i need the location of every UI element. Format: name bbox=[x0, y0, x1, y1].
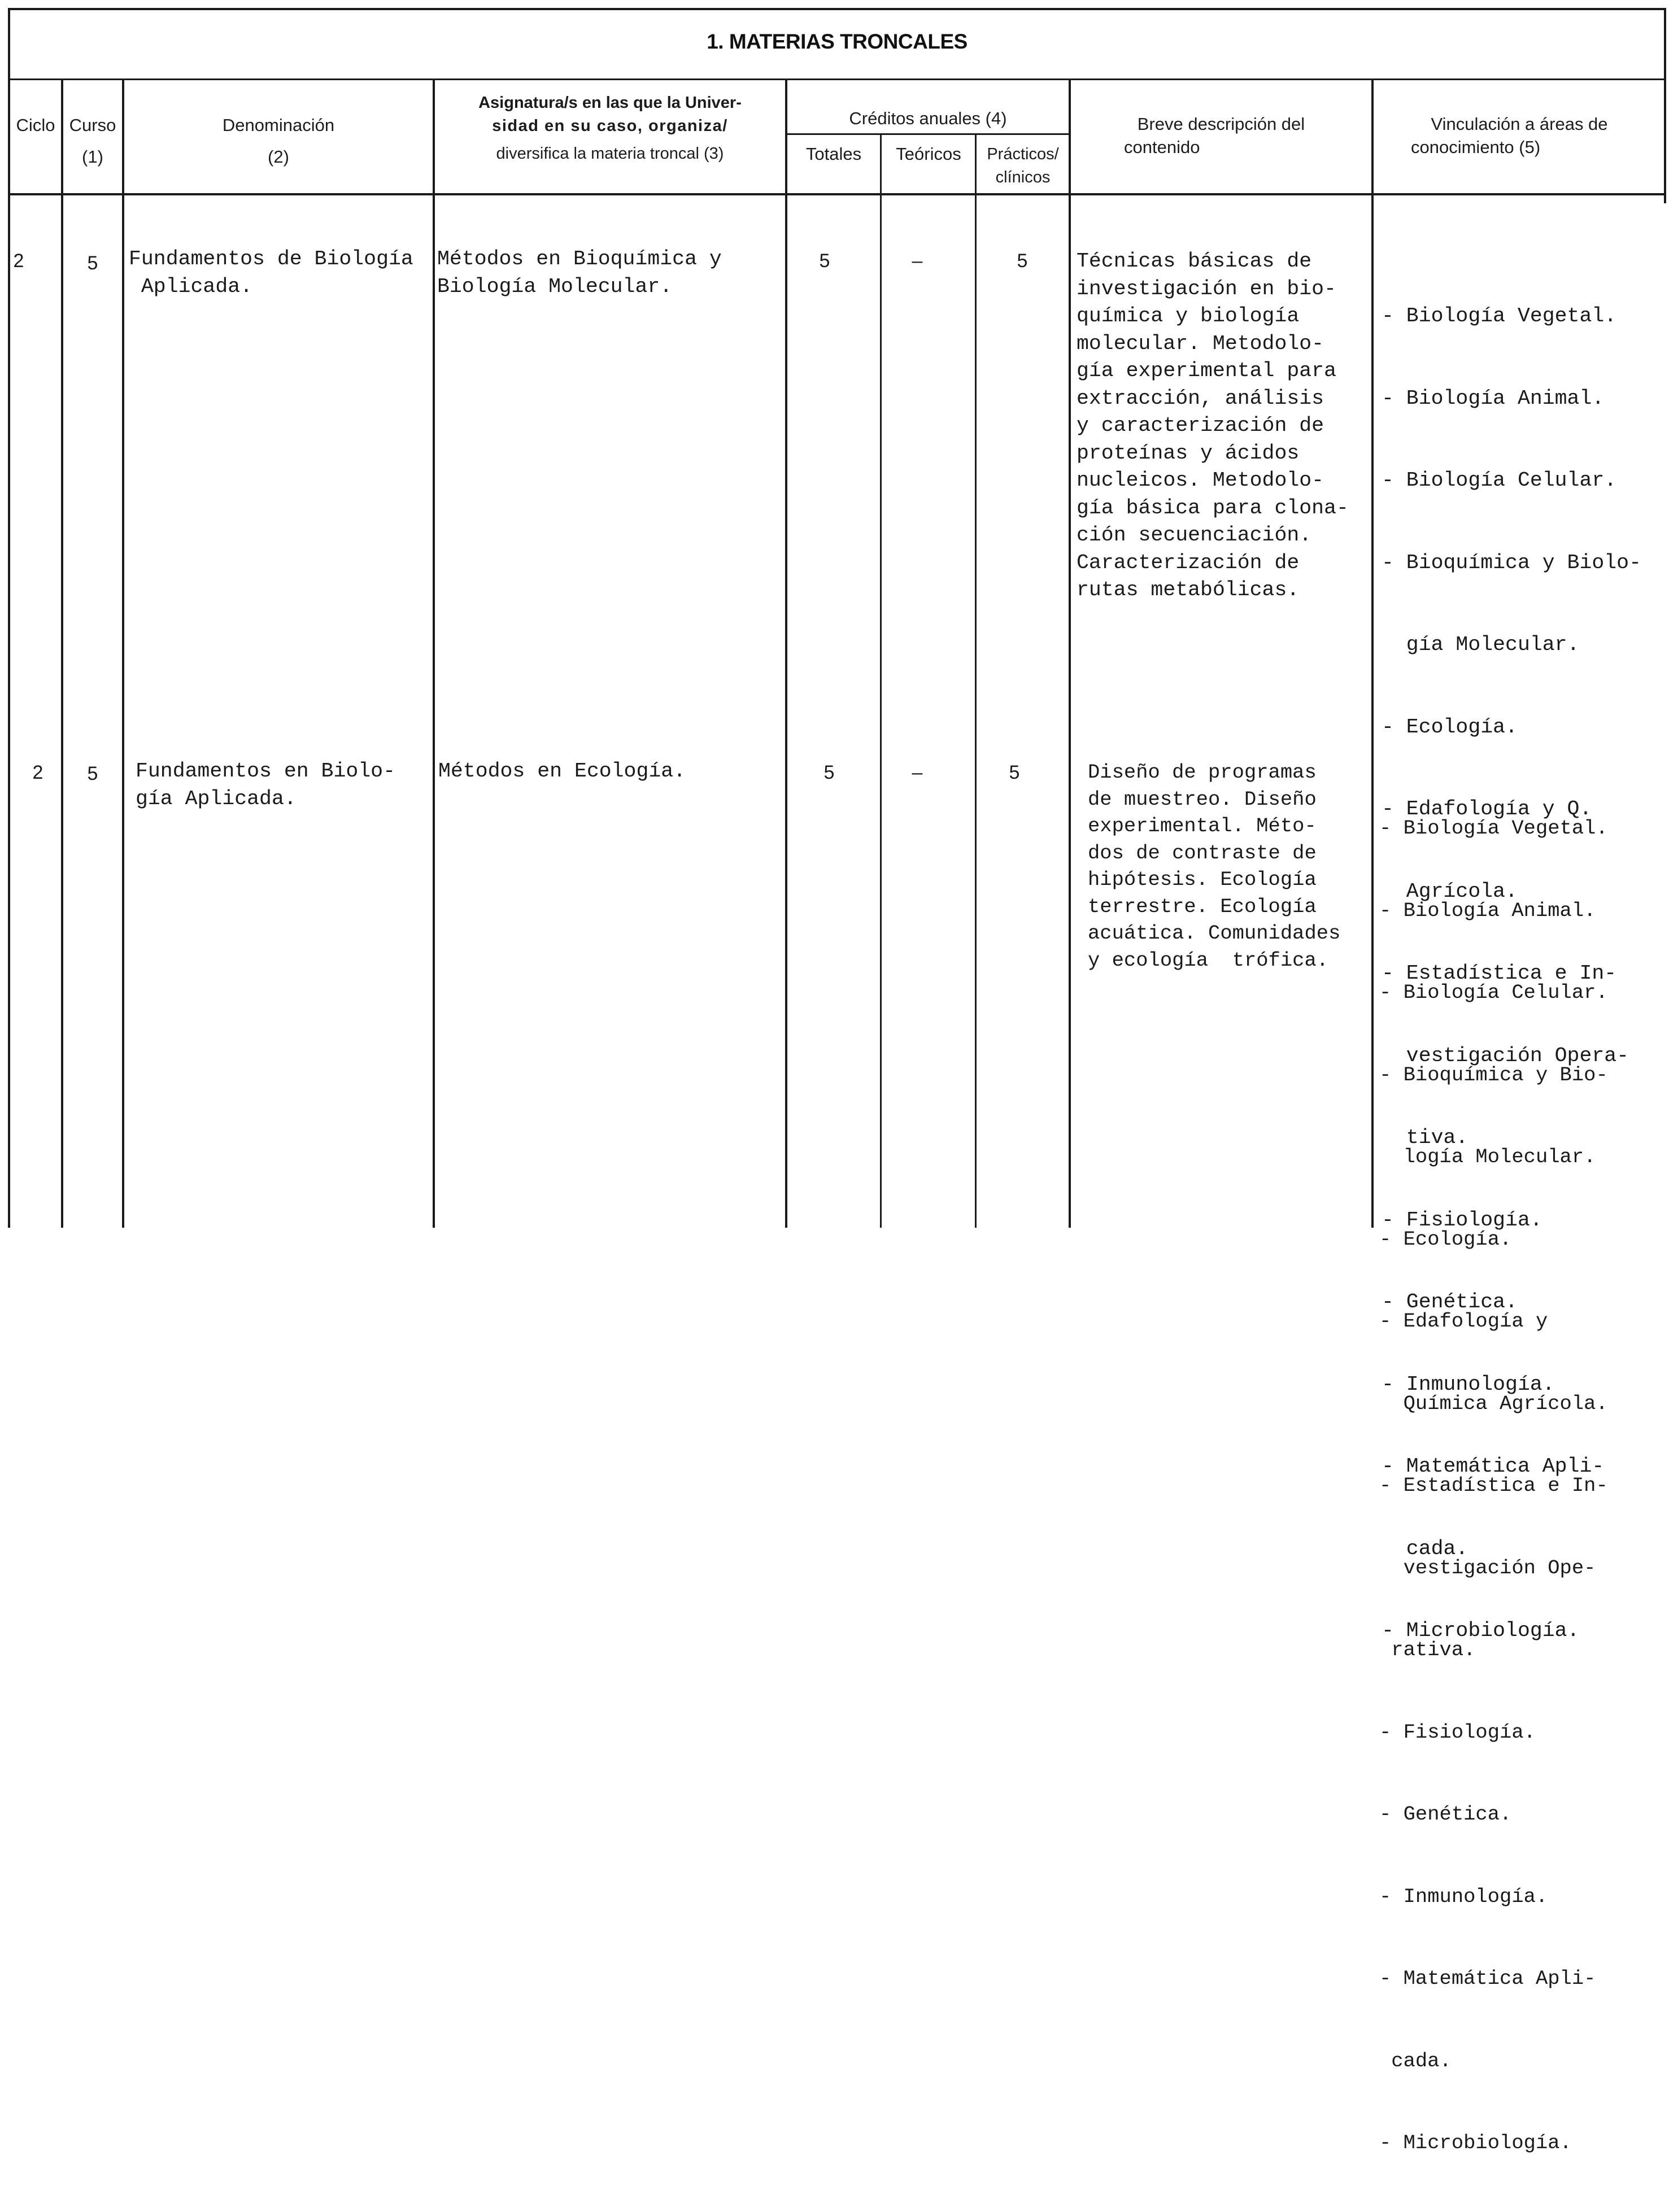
row1-area-item: - Bioquímica y Biolo- bbox=[1382, 551, 1641, 574]
row2-descripcion: Diseño de programas de muestreo. Diseño experimental. Méto- dos de contraste de hipótesis. Ecología terrestre. Ecología acuática. Comunidades y ecología trófica. bbox=[1088, 761, 1341, 972]
row2-area-item: - Microbiología. bbox=[1379, 2131, 1572, 2154]
row1-area-item: gía Molecular. bbox=[1382, 633, 1580, 656]
row1-practicos: 5 bbox=[1017, 250, 1028, 272]
row1-asignatura: Métodos en Bioquímica y Biología Molecular. bbox=[437, 247, 722, 298]
header-practicos-line2: clínicos bbox=[995, 168, 1051, 186]
row1-area-item: - Biología Vegetal. bbox=[1382, 304, 1617, 328]
row2-area-item: - Fisiología. bbox=[1379, 1720, 1536, 1744]
title-divider bbox=[8, 78, 1666, 80]
header-ciclo: Ciclo bbox=[16, 115, 55, 135]
col-divider-7 bbox=[1069, 80, 1071, 1228]
row2-area-item: - Genética. bbox=[1379, 1803, 1512, 1826]
row1-area-item: - Ecología. bbox=[1382, 715, 1518, 739]
row2-denominacion: Fundamentos en Biolo- gía Aplicada. bbox=[136, 760, 395, 810]
col-divider-4 bbox=[785, 80, 787, 1228]
row1-area-item: - Biología Celular. bbox=[1382, 469, 1617, 492]
row2-area-item: - Biología Celular. bbox=[1379, 981, 1608, 1004]
row1-area-item: - Biología Animal. bbox=[1382, 386, 1605, 410]
header-practicos-line1: Prácticos/ bbox=[987, 145, 1059, 163]
row1-curso: 5 bbox=[87, 252, 98, 274]
row1-denominacion: Fundamentos de Biología Aplicada. bbox=[129, 247, 413, 298]
row2-area-item: - Edafología y bbox=[1379, 1310, 1548, 1333]
col-divider-6 bbox=[975, 134, 977, 1228]
row1-area-item: - Inmunología. bbox=[1382, 1372, 1555, 1396]
row1-area-item: - Edafología y Q. bbox=[1382, 797, 1592, 821]
header-descripcion-line1: Breve descripción del bbox=[1137, 114, 1305, 134]
row2-areas-list bbox=[1379, 760, 1608, 2212]
row1-area-item: cada. bbox=[1382, 1537, 1468, 1560]
header-asignatura-line1: Asignatura/s en las que la Univer- bbox=[478, 94, 742, 112]
table-border-left bbox=[8, 8, 10, 1228]
row2-area-item: - Estadística e In- bbox=[1379, 1474, 1608, 1497]
row1-descripcion: Técnicas básicas de investigación en bio- química y biología molecular. Metodolo- gía experimental para extracción, análisis y caracterización de proteínas y ácidos nucleicos. Metodolo- gía básica para clona- ción secuenciación. Caracterización de rutas metabólicas. bbox=[1077, 250, 1349, 601]
header-vinculacion-line1: Vinculación a áreas de bbox=[1431, 114, 1608, 134]
row2-ciclo: 2 bbox=[32, 762, 43, 783]
row2-curso: 5 bbox=[87, 763, 98, 784]
row1-area-item: - Microbiología. bbox=[1382, 1619, 1580, 1642]
row2-practicos: 5 bbox=[1009, 762, 1020, 783]
row1-area-item: - Fisiología. bbox=[1382, 1208, 1542, 1232]
row1-area-item: - Genética. bbox=[1382, 1290, 1518, 1314]
row1-area-item: Agrícola. bbox=[1382, 879, 1518, 903]
table-border-top bbox=[8, 8, 1666, 10]
header-denominacion-note: (2) bbox=[268, 147, 289, 167]
row2-area-item: - Biología Animal. bbox=[1379, 898, 1596, 922]
row1-area-item: - Estadística e In- bbox=[1382, 962, 1617, 985]
row2-teoricos: – bbox=[912, 762, 923, 783]
header-denominacion: Denominación bbox=[222, 115, 335, 135]
creditos-subheader-divider bbox=[786, 133, 1070, 135]
row2-area-item: - Ecología. bbox=[1379, 1227, 1512, 1251]
row1-totales: 5 bbox=[819, 250, 830, 272]
header-divider bbox=[8, 193, 1666, 195]
header-curso: Curso bbox=[69, 115, 116, 135]
header-asignatura-line2: sidad en su caso, organiza/ bbox=[492, 117, 728, 135]
row2-asignatura: Métodos en Ecología. bbox=[438, 760, 686, 783]
row2-area-item: logía Molecular. bbox=[1379, 1145, 1596, 1168]
row1-teoricos: – bbox=[912, 250, 923, 272]
col-divider-8 bbox=[1371, 80, 1374, 1228]
header-teoricos: Teóricos bbox=[896, 144, 961, 164]
col-divider-5 bbox=[880, 134, 882, 1228]
table-title: 1. MATERIAS TRONCALES bbox=[707, 30, 968, 53]
header-creditos: Créditos anuales (4) bbox=[849, 108, 1007, 128]
row1-ciclo: 2 bbox=[13, 250, 24, 272]
header-vinculacion-line2: conocimiento (5) bbox=[1411, 137, 1541, 157]
row2-area-item: cada. bbox=[1379, 2049, 1452, 2073]
col-divider-3 bbox=[433, 80, 435, 1228]
row2-area-item: Química Agrícola. bbox=[1379, 1391, 1608, 1415]
header-asignatura-line3: diversifica la materia troncal (3) bbox=[496, 145, 724, 163]
row2-totales: 5 bbox=[823, 762, 835, 783]
row2-area-item: - Matemática Apli- bbox=[1379, 1967, 1596, 1990]
row2-area-item: vestigación Ope- bbox=[1379, 1556, 1596, 1580]
table-border-right bbox=[1664, 8, 1666, 203]
row2-area-item: - Bioquímica y Bio- bbox=[1379, 1063, 1608, 1087]
row2-area-item: - Inmunología. bbox=[1379, 1884, 1548, 1908]
row2-area-item: rativa. bbox=[1379, 1638, 1476, 1661]
col-divider-2 bbox=[122, 80, 124, 1228]
header-descripcion-line2: contenido bbox=[1124, 137, 1200, 157]
row1-area-item: tiva. bbox=[1382, 1126, 1468, 1149]
row1-area-item: - Matemática Apli- bbox=[1382, 1455, 1605, 1478]
row1-area-item: vestigación Opera- bbox=[1382, 1044, 1629, 1067]
header-curso-note: (1) bbox=[82, 147, 103, 167]
header-totales: Totales bbox=[805, 144, 862, 164]
row2-area-item: - Biología Vegetal. bbox=[1379, 817, 1608, 840]
